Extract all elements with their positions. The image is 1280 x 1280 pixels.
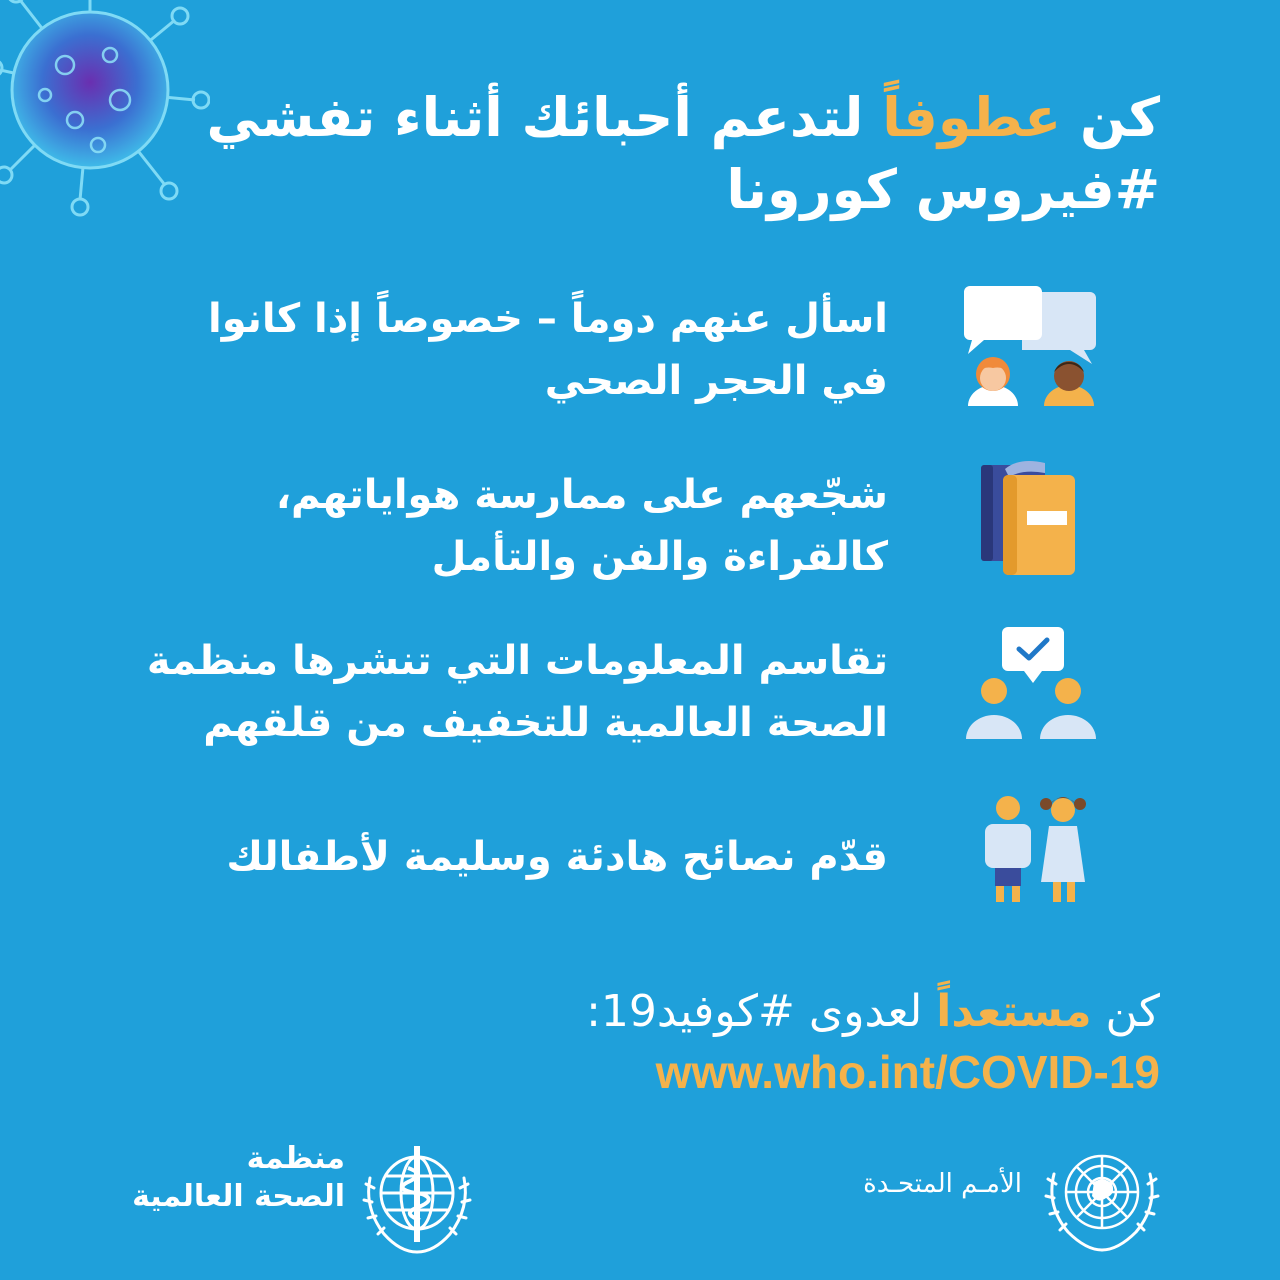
page-title bbox=[160, 82, 1160, 226]
share-info-icon bbox=[962, 625, 1102, 743]
title-line-2: #فيروس كورونا bbox=[726, 158, 1160, 221]
tip-2-line-2: كالقراءة والفن والتأمل bbox=[431, 534, 888, 580]
tip-2-text bbox=[108, 464, 888, 588]
title-line-1 bbox=[160, 82, 1160, 154]
un-emblem-icon bbox=[1040, 1138, 1164, 1256]
children-icon bbox=[975, 790, 1095, 910]
prepare-message bbox=[260, 982, 1160, 1042]
tip-1-line-1: اسأل عنهم دوماً – خصوصاً إذا كانوا bbox=[208, 296, 888, 342]
who-name bbox=[45, 1140, 345, 1216]
chat-people-icon bbox=[960, 280, 1100, 415]
tip-1-text bbox=[108, 288, 888, 412]
tip-3-line-1: تقاسم المعلومات التي تنشرها منظمة bbox=[146, 638, 888, 684]
who-covid-link[interactable]: www.who.int/COVID-19 bbox=[655, 1046, 1160, 1098]
tip-2-line-1: شجّعهم على ممارسة هواياتهم، bbox=[275, 472, 888, 518]
tip-3-text bbox=[108, 630, 888, 754]
who-name-line-2: الصحة العالمية bbox=[132, 1179, 345, 1214]
who-emblem-icon bbox=[358, 1138, 476, 1256]
prepare-accent-word: مستعداً bbox=[936, 986, 1092, 1037]
title-rest: لتدعم أحبائك أثناء تفشي bbox=[206, 86, 883, 149]
tip-4-text bbox=[108, 826, 888, 888]
un-name: الأمـم المتحـدة bbox=[863, 1169, 1022, 1199]
title-prefix: كن bbox=[1061, 86, 1160, 149]
tip-3-line-2: الصحة العالمية للتخفيف من قلقهم bbox=[203, 700, 888, 746]
title-accent-word: عطوفاً bbox=[882, 86, 1062, 149]
tip-1-line-2: في الحجر الصحي bbox=[544, 358, 888, 404]
tip-4-line-1: قدّم نصائح هادئة وسليمة لأطفالك bbox=[226, 834, 888, 880]
prepare-rest: لعدوى #كوفيد19: bbox=[586, 986, 937, 1037]
prepare-prefix: كن bbox=[1091, 986, 1160, 1037]
books-icon bbox=[975, 455, 1085, 580]
who-name-line-1: منظمة bbox=[246, 1141, 345, 1176]
